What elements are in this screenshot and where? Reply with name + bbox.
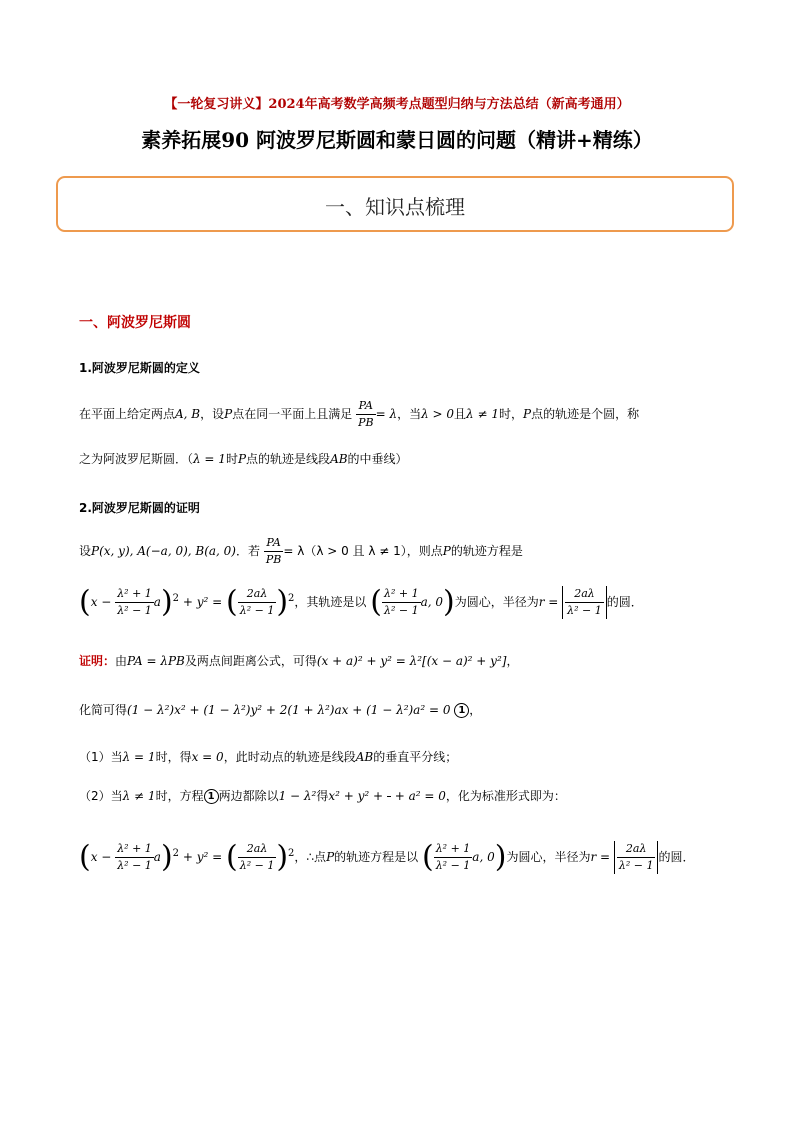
series-title: 【一轮复习讲义】2024年高考数学高频考点题型归纳与方法总结（新高考通用） xyxy=(164,97,630,112)
denominator: PB xyxy=(358,416,374,429)
math: x − xyxy=(90,595,112,609)
fraction-center xyxy=(382,586,421,619)
text: 时，得 xyxy=(155,750,192,764)
fraction-center xyxy=(115,841,154,874)
math-eq: = λ xyxy=(375,407,398,421)
text: 时，方程 xyxy=(155,789,204,803)
banner-label: 一、知识点梳理 xyxy=(325,195,465,219)
numerator: λ² + 1 xyxy=(382,586,421,603)
numerator xyxy=(387,796,391,797)
math: + y² = xyxy=(182,850,223,864)
text: ，此时动点的轨迹是线段 xyxy=(223,750,356,764)
fraction-radius xyxy=(565,586,604,619)
text: 由 xyxy=(115,654,128,668)
final-equation-line xyxy=(79,841,729,874)
fraction-center xyxy=(115,586,154,619)
math: a xyxy=(153,850,161,864)
text: 的圆． xyxy=(606,595,643,609)
case-2-line xyxy=(79,788,729,804)
math: λ = 1 xyxy=(193,452,226,466)
fraction-radius xyxy=(238,586,277,619)
text: = λ（λ > 0 且 λ ≠ 1），则点 xyxy=(283,544,443,558)
fraction-pa-pb xyxy=(264,535,284,568)
text: 的中垂线） xyxy=(347,452,408,466)
math-P: P xyxy=(442,544,451,558)
text: ，化为标准形式即为： xyxy=(445,789,566,803)
paren: ( xyxy=(79,839,91,875)
math: + a² = 0 xyxy=(394,789,446,803)
text: ，当 xyxy=(397,407,422,421)
text: 且 xyxy=(454,407,467,421)
proof-setup-line xyxy=(79,535,729,568)
denominator: λ² − 1 xyxy=(117,604,152,617)
text: ，∴点 xyxy=(294,850,327,864)
math-P: P xyxy=(326,850,335,864)
section-banner xyxy=(56,176,734,232)
text: 的垂直平分线； xyxy=(373,750,458,764)
math: a xyxy=(153,595,161,609)
fraction-radius xyxy=(238,841,277,874)
numerator: PA xyxy=(356,398,376,415)
denominator: λ² − 1 xyxy=(618,859,654,872)
denominator: PB xyxy=(265,553,282,566)
exponent: 2 xyxy=(172,848,180,859)
proof-label: 证明： xyxy=(79,654,116,668)
exponent: 2 xyxy=(288,848,295,859)
paren: ) xyxy=(443,584,455,620)
math-cond: λ ≠ 1 xyxy=(466,407,499,421)
math: a, 0 xyxy=(420,595,443,609)
numerator: 2aλ xyxy=(617,841,656,858)
abs-value xyxy=(562,586,607,619)
subheading-definition: 1.阿波罗尼斯圆的定义 xyxy=(79,361,200,375)
math: x − xyxy=(90,850,112,864)
fraction-pa-pb xyxy=(356,398,376,431)
text: 点在同一平面上且满足 xyxy=(232,407,353,421)
math: r = xyxy=(538,595,559,609)
paren: ( xyxy=(79,584,91,620)
case-1-line xyxy=(79,749,729,765)
text: 为圆心，半径为 xyxy=(506,850,591,864)
text: 点的轨迹是线段 xyxy=(246,452,331,466)
text: 得 xyxy=(316,789,329,803)
numerator: λ² + 1 xyxy=(434,841,473,858)
text: 设 xyxy=(79,544,92,558)
text: 的轨迹方程是以 xyxy=(334,850,419,864)
abs-value xyxy=(614,841,659,874)
math: + y² = xyxy=(182,595,223,609)
text: 及两点间距离公式，可得 xyxy=(184,654,317,668)
numerator: PA xyxy=(264,535,284,552)
text: （1）当 xyxy=(79,750,123,764)
definition-line-2 xyxy=(79,451,729,467)
definition-line-1 xyxy=(79,398,729,431)
math-points: P(x, y), A(−a, 0), B(a, 0) xyxy=(91,544,236,558)
denominator: λ² − 1 xyxy=(239,859,275,872)
numerator: 2aλ xyxy=(238,586,277,603)
math: 1 − λ² xyxy=(278,789,317,803)
text: 之为阿波罗尼斯圆．（ xyxy=(79,452,194,466)
math: (1 − λ²)x² + (1 − λ²)y² + 2(1 + λ²)ax + (1 − λ²)a² = 0 xyxy=(127,703,451,717)
section-heading: 一、阿波罗尼斯圆 xyxy=(79,315,191,331)
text: 化简可得 xyxy=(79,703,128,717)
paren: ) xyxy=(494,839,507,875)
paren: ) xyxy=(276,584,289,620)
circled-number: 1 xyxy=(454,703,469,718)
circled-number: 1 xyxy=(204,789,219,804)
denominator: λ² − 1 xyxy=(117,859,152,872)
paren: ( xyxy=(370,584,382,620)
math: x = 0 xyxy=(191,750,224,764)
page-title: 素养拓展90 阿波罗尼斯圆和蒙日圆的问题（精讲+精练） xyxy=(141,128,653,152)
text: ， xyxy=(469,703,482,717)
text: ．若 xyxy=(236,544,261,558)
simplify-line xyxy=(79,702,729,718)
paren: ) xyxy=(160,584,173,620)
denominator: λ² − 1 xyxy=(239,604,275,617)
text: 的圆． xyxy=(658,850,695,864)
text: 时 xyxy=(225,452,238,466)
denominator: λ² − 1 xyxy=(383,604,419,617)
paren: ( xyxy=(421,839,434,875)
denominator: λ² − 1 xyxy=(567,604,602,617)
math-points: A, B xyxy=(175,407,201,421)
math: AB xyxy=(355,750,374,764)
text: 在平面上给定两点 xyxy=(79,407,176,421)
exponent: 2 xyxy=(288,593,295,604)
denominator: λ² − 1 xyxy=(435,859,471,872)
proof-line xyxy=(79,653,729,669)
exponent: 2 xyxy=(172,593,180,604)
subheading-proof: 2.阿波罗尼斯圆的证明 xyxy=(79,501,200,515)
circle-equation-line xyxy=(79,586,729,619)
math: r = xyxy=(590,850,611,864)
numerator: 2aλ xyxy=(238,841,277,858)
text: （2）当 xyxy=(79,789,123,803)
math: (x + a)² + y² = λ²[(x − a)² + y²] xyxy=(316,654,507,668)
math: a, 0 xyxy=(472,850,495,864)
numerator: 2aλ xyxy=(565,586,604,603)
numerator: λ² + 1 xyxy=(115,586,154,603)
paren: ) xyxy=(160,839,173,875)
text: 的轨迹方程是 xyxy=(450,544,523,558)
text: ， xyxy=(506,654,519,668)
math: λ = 1 xyxy=(122,750,156,764)
math: AB xyxy=(330,452,348,466)
text: ，设 xyxy=(200,407,225,421)
paren: ( xyxy=(226,584,238,620)
text: 为圆心，半径为 xyxy=(454,595,539,609)
math-cond: λ > 0 xyxy=(421,407,455,421)
text: 两边都除以 xyxy=(218,789,279,803)
text: 时， xyxy=(498,407,523,421)
math: x² + y² + xyxy=(328,789,384,803)
paren: ( xyxy=(226,839,238,875)
math-P: P xyxy=(522,407,532,421)
text: 点的轨迹是个圆，称 xyxy=(531,407,640,421)
math-P: P xyxy=(224,407,233,421)
numerator: λ² + 1 xyxy=(115,841,154,858)
math: λ ≠ 1 xyxy=(122,789,156,803)
math-P: P xyxy=(237,452,247,466)
fraction-radius xyxy=(617,841,656,874)
text: ，其轨迹是以 xyxy=(294,595,367,609)
math: PA = λPB xyxy=(127,654,185,668)
fraction-center xyxy=(434,841,473,874)
paren: ) xyxy=(276,839,289,875)
fraction-case2 xyxy=(387,796,391,797)
